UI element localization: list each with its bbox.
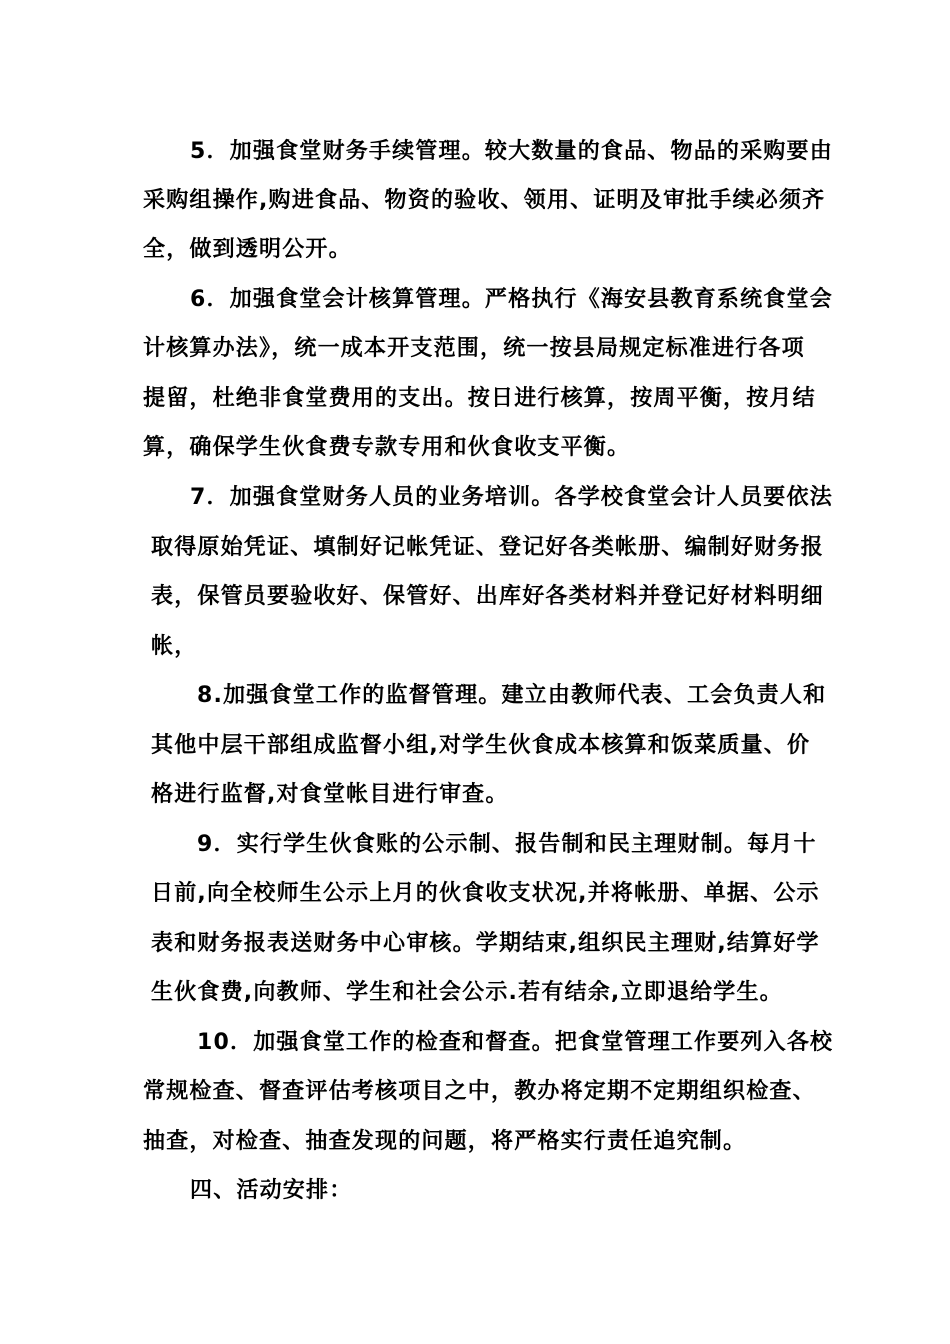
paragraph-6-line-3: 提留，杜绝非食堂费用的支出。按日进行核算，按周平衡，按月结 (143, 386, 816, 411)
section-heading: 四、活动安排： (190, 1178, 353, 1203)
paragraph-5-line-3: 全，做到透明公开。 (143, 237, 352, 262)
paragraph-6-line-2: 计核算办法》，统一成本开支范围，统一按县局规定标准进行各项 (143, 336, 805, 361)
paragraph-9-line-1: 9．实行学生伙食账的公示制、报告制和民主理财制。每月十 (197, 832, 817, 857)
paragraph-10-line-3: 抽查，对检查、抽查发现的问题，将严格实行责任追究制。 (143, 1129, 747, 1154)
paragraph-7-line-1: 7．加强食堂财务人员的业务培训。各学校食堂会计人员要依法 (190, 485, 833, 510)
paragraph-7-line-3: 表，保管员要验收好、保管好、出库好各类材料并登记好材料明细 (151, 584, 824, 609)
paragraph-8-line-2: 其他中层干部组成监督小组,对学生伙食成本核算和饭菜质量、价 (151, 733, 811, 758)
paragraph-5-line-1: 5．加强食堂财务手续管理。较大数量的食品、物品的采购要由 (190, 139, 833, 164)
paragraph-10-line-1: 10．加强食堂工作的检查和督查。把食堂管理工作要列入各校 (197, 1030, 834, 1055)
paragraph-5-line-2: 采购组操作,购进食品、物资的验收、领用、证明及审批手续必须齐 (143, 188, 826, 213)
paragraph-7-line-2: 取得原始凭证、填制好记帐凭证、登记好各类帐册、编制好财务报 (151, 535, 824, 560)
paragraph-7-line-4: 帐， (151, 634, 198, 659)
paragraph-8-line-1: 8.加强食堂工作的监督管理。建立由教师代表、工会负责人和 (197, 683, 827, 708)
paragraph-10-line-2: 常规检查、督查评估考核项目之中，教办将定期不定期组织检查、 (143, 1079, 816, 1104)
paragraph-8-line-3: 格进行监督,对食堂帐目进行审查。 (151, 782, 509, 807)
paragraph-6-line-4: 算，确保学生伙食费专款专用和伙食收支平衡。 (143, 435, 631, 460)
paragraph-9-line-3: 表和财务报表送财务中心审核。学期结束,组织民主理财,结算好学 (151, 931, 820, 956)
paragraph-6-line-1: 6．加强食堂会计核算管理。严格执行《海安县教育系统食堂会 (190, 287, 833, 312)
paragraph-9-line-2: 日前,向全校师生公示上月的伙食收支状况,并将帐册、单据、公示 (151, 881, 820, 906)
paragraph-9-line-4: 生伙食费,向教师、学生和社会公示.若有结余,立即退给学生。 (151, 980, 783, 1005)
